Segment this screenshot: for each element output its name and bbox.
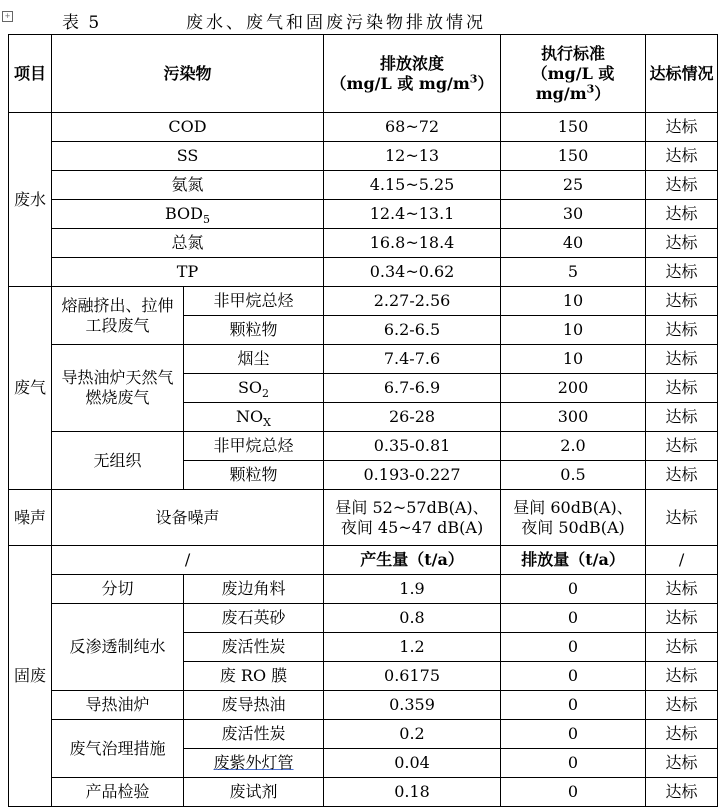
group-noise: 噪声 [9, 490, 52, 546]
pollutant-name: 非甲烷总烃 [184, 432, 324, 461]
status-value: 达标 [646, 287, 718, 316]
produced-value: 0.2 [324, 720, 501, 749]
status-value: 达标 [646, 490, 718, 546]
waste-name: 废试剂 [184, 778, 324, 807]
status-value: 达标 [646, 403, 718, 432]
standard-value: 10 [501, 316, 646, 345]
standard-value: 10 [501, 345, 646, 374]
discharged-value: 0 [501, 604, 646, 633]
concentration-value: 4.15~5.25 [324, 171, 501, 200]
waste-name: 废导热油 [184, 691, 324, 720]
status-value: 达标 [646, 113, 718, 142]
produced-value: 0.359 [324, 691, 501, 720]
status-value: 达标 [646, 200, 718, 229]
pollutant-name: $NO_X$ [184, 403, 324, 432]
group-wastewater: 废水 [9, 113, 52, 287]
standard-value: 25 [501, 171, 646, 200]
concentration-value: 16.8~18.4 [324, 229, 501, 258]
subheader-produced: 产生量（t/a） [324, 546, 501, 575]
header-pollutant: 污染物 [52, 35, 324, 113]
standard-value: 150 [501, 113, 646, 142]
produced-value: 0.18 [324, 778, 501, 807]
subheader-slash: / [52, 546, 324, 575]
noise-standard: 昼间 60dB(A)、 夜间 50dB(A) [501, 490, 646, 546]
concentration-value: 6.2-6.5 [324, 316, 501, 345]
source-name: 反渗透制纯水 [52, 604, 184, 691]
produced-value: 0.04 [324, 749, 501, 778]
noise-source: 设备噪声 [52, 490, 324, 546]
concentration-value: 12~13 [324, 142, 501, 171]
discharged-value: 0 [501, 720, 646, 749]
table-row [9, 691, 718, 720]
produced-value: 1.9 [324, 575, 501, 604]
table-row [9, 258, 718, 287]
status-value: 达标 [646, 662, 718, 691]
standard-value: 150 [501, 142, 646, 171]
discharged-value: 0 [501, 749, 646, 778]
header-standard: 执行标准 （mg/L 或 $mg/m^3$） [501, 35, 646, 113]
standard-value: 5 [501, 258, 646, 287]
pollutant-name: 烟尘 [184, 345, 324, 374]
concentration-value: 2.27-2.56 [324, 287, 501, 316]
concentration-value: 68~72 [324, 113, 501, 142]
concentration-value: 12.4~13.1 [324, 200, 501, 229]
header-item: 项目 [9, 35, 52, 113]
pollutant-name: 非甲烷总烃 [184, 287, 324, 316]
status-value: 达标 [646, 171, 718, 200]
status-value: 达标 [646, 142, 718, 171]
header-concentration: 排放浓度 （mg/L 或 $mg/m^3$） [324, 35, 501, 113]
discharged-value: 0 [501, 633, 646, 662]
status-value: 达标 [646, 720, 718, 749]
table-caption [0, 0, 726, 34]
standard-value: 40 [501, 229, 646, 258]
table-row [9, 490, 718, 546]
standard-value: 200 [501, 374, 646, 403]
source-name: 导热油炉 [52, 691, 184, 720]
status-value: 达标 [646, 316, 718, 345]
table-number: 表 5 [62, 13, 102, 33]
subheader-slash: / [646, 546, 718, 575]
concentration-value: 0.35-0.81 [324, 432, 501, 461]
header-row [9, 35, 718, 113]
group-solid: 固废 [9, 546, 52, 807]
source-name: 无组织 [52, 432, 184, 490]
concentration-value: 7.4-7.6 [324, 345, 501, 374]
subheader-discharged: 排放量（t/a） [501, 546, 646, 575]
source-name: 导热油炉天然气燃烧废气 [52, 345, 184, 432]
table-row [9, 113, 718, 142]
table-row [9, 229, 718, 258]
status-value: 达标 [646, 749, 718, 778]
produced-value: 0.6175 [324, 662, 501, 691]
pollutant-name: $BOD_5$ [52, 200, 324, 229]
anchor-icon: + [2, 11, 13, 22]
status-value: 达标 [646, 691, 718, 720]
source-name: 熔融挤出、拉伸工段废气 [52, 287, 184, 345]
table-row [9, 345, 718, 374]
table-title: 废水、废气和固废污染物排放情况 [186, 13, 486, 33]
table-row [9, 432, 718, 461]
standard-value: 0.5 [501, 461, 646, 490]
table-row [9, 604, 718, 633]
source-name: 分切 [52, 575, 184, 604]
emissions-table [8, 34, 718, 807]
status-value: 达标 [646, 229, 718, 258]
standard-value: 30 [501, 200, 646, 229]
waste-name: 废活性炭 [184, 720, 324, 749]
pollutant-name: 氨氮 [52, 171, 324, 200]
produced-value: 0.8 [324, 604, 501, 633]
pollutant-name: SS [52, 142, 324, 171]
table-row [9, 142, 718, 171]
standard-value: 10 [501, 287, 646, 316]
concentration-value: 6.7-6.9 [324, 374, 501, 403]
standard-value: 2.0 [501, 432, 646, 461]
status-value: 达标 [646, 258, 718, 287]
table-row [9, 200, 718, 229]
table-row [9, 575, 718, 604]
waste-name: 废边角料 [184, 575, 324, 604]
status-value: 达标 [646, 778, 718, 807]
produced-value: 1.2 [324, 633, 501, 662]
status-value: 达标 [646, 604, 718, 633]
concentration-value: 26-28 [324, 403, 501, 432]
waste-name: 废紫外灯管 [184, 749, 324, 778]
group-wastegas: 废气 [9, 287, 52, 490]
pollutant-name: 颗粒物 [184, 461, 324, 490]
waste-name: 废 RO 膜 [184, 662, 324, 691]
pollutant-name: COD [52, 113, 324, 142]
pollutant-name: TP [52, 258, 324, 287]
discharged-value: 0 [501, 662, 646, 691]
waste-name: 废石英砂 [184, 604, 324, 633]
standard-value: 300 [501, 403, 646, 432]
noise-concentration: 昼间 52~57dB(A)、 夜间 45~47 dB(A) [324, 490, 501, 546]
solid-subheader-row [9, 546, 718, 575]
discharged-value: 0 [501, 575, 646, 604]
header-status: 达标情况 [646, 35, 718, 113]
source-name: 产品检验 [52, 778, 184, 807]
table-row [9, 287, 718, 316]
table-row [9, 171, 718, 200]
pollutant-name: 总氮 [52, 229, 324, 258]
source-name: 废气治理措施 [52, 720, 184, 778]
status-value: 达标 [646, 432, 718, 461]
table-row [9, 720, 718, 749]
table-row [9, 778, 718, 807]
concentration-value: 0.34~0.62 [324, 258, 501, 287]
status-value: 达标 [646, 575, 718, 604]
waste-name: 废活性炭 [184, 633, 324, 662]
status-value: 达标 [646, 345, 718, 374]
status-value: 达标 [646, 461, 718, 490]
concentration-value: 0.193-0.227 [324, 461, 501, 490]
status-value: 达标 [646, 374, 718, 403]
pollutant-name: $SO_2$ [184, 374, 324, 403]
discharged-value: 0 [501, 691, 646, 720]
pollutant-name: 颗粒物 [184, 316, 324, 345]
discharged-value: 0 [501, 778, 646, 807]
status-value: 达标 [646, 633, 718, 662]
